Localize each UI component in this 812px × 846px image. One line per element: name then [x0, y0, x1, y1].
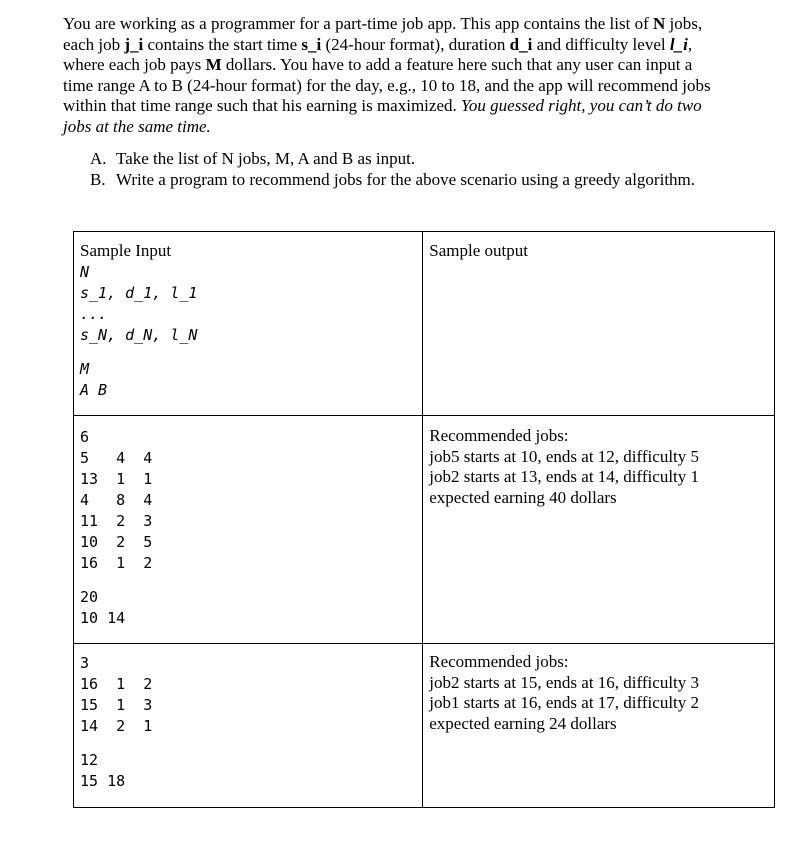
statement-line [63, 96, 763, 117]
example-2-jobs: 3 16 1 2 15 1 3 14 2 1 [80, 654, 153, 735]
output-line: expected earning 40 dollars [429, 487, 617, 507]
task-item [90, 148, 695, 169]
task-text: Write a program to recommend jobs for the above scenario using a greedy algorithm. [116, 170, 696, 189]
task-marker: B. [90, 170, 106, 189]
statement-text: , [687, 34, 693, 54]
statement-text: M [205, 55, 222, 75]
statement-text: l_i [669, 34, 688, 54]
output-format-cell [423, 232, 775, 416]
task-item [90, 169, 695, 190]
statement-text: within that time range such that his earning is maximized. [63, 96, 461, 116]
example-1-params: 20 10 14 [80, 588, 126, 627]
statement-line [63, 117, 763, 138]
example-2-output [423, 644, 774, 734]
input-format-params: M A B [80, 360, 108, 399]
output-line: job5 starts at 10, ends at 12, difficulty 5 [429, 446, 700, 466]
sample-output-title: Sample output [429, 241, 528, 260]
statement-text: each job [63, 34, 125, 54]
statement-text: You guessed right, you can’t do two [461, 96, 702, 116]
table-row-example-1 [74, 416, 775, 644]
statement-text: contains the start time [143, 34, 302, 54]
statement-text: time range A to B (24-hour format) for the day, e.g., 10 to 18, and the app will recommend jobs [63, 75, 711, 95]
statement-text: jobs at the same time. [63, 116, 211, 136]
sample-table [73, 231, 775, 808]
output-line: job2 starts at 13, ends at 14, difficulty 1 [429, 467, 700, 487]
output-line: job1 starts at 16, ends at 17, difficulty 2 [429, 693, 700, 713]
example-1-jobs: 6 5 4 4 13 1 1 4 8 4 11 2 3 10 2 5 16 1 2 [80, 428, 153, 572]
example-1-input-cell [74, 416, 423, 644]
statement-text: s_i [301, 34, 322, 54]
statement-text: and difficulty level [532, 34, 670, 54]
output-line: expected earning 24 dollars [429, 713, 617, 733]
task-list [90, 148, 695, 190]
table-row-header [74, 232, 775, 416]
example-2-params: 12 15 18 [80, 751, 126, 790]
output-line: Recommended jobs: [429, 426, 569, 445]
statement-text: dollars. You have to add a feature here such that any user can input a [221, 55, 693, 75]
example-2-output-cell [423, 644, 775, 808]
input-format-jobs: N s_1, d_1, l_1 ... s_N, d_N, l_N [80, 263, 198, 344]
statement-text: N [653, 14, 666, 33]
input-format-cell [74, 232, 423, 416]
statement-text: jobs, [665, 14, 703, 33]
statement-text: j_i [124, 34, 144, 54]
sample-input-title: Sample Input [80, 241, 172, 260]
statement-text: d_i [509, 34, 533, 54]
statement-text: where each job pays [63, 55, 206, 75]
example-1-output [423, 416, 774, 508]
task-text: Take the list of N jobs, M, A and B as input. [116, 149, 416, 168]
table-row-example-2 [74, 644, 775, 808]
statement-text: (24-hour format), duration [321, 34, 510, 54]
example-2-input-cell [74, 644, 423, 808]
statement-line [63, 76, 763, 97]
output-line: job2 starts at 15, ends at 16, difficulty 3 [429, 672, 700, 692]
problem-statement [63, 14, 763, 138]
statement-line [63, 14, 763, 35]
output-line: Recommended jobs: [429, 652, 569, 671]
statement-line [63, 35, 763, 56]
task-marker: A. [90, 149, 107, 168]
example-1-output-cell [423, 416, 775, 644]
statement-text: You are working as a programmer for a part-time job app. This app contains the list of [63, 14, 653, 33]
statement-line [63, 55, 763, 76]
